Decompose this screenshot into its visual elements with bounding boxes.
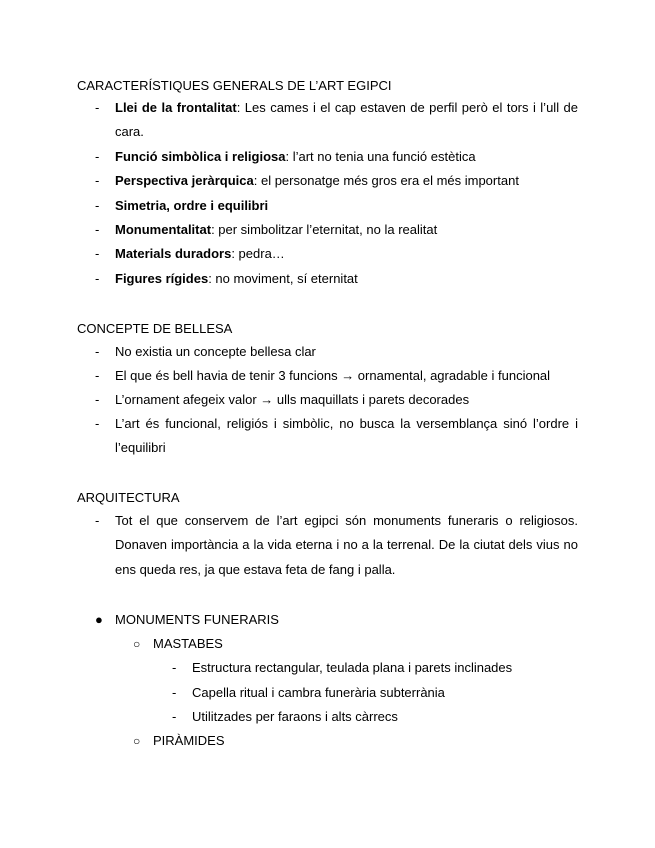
dash-marker: - xyxy=(95,246,100,261)
dash-marker: - xyxy=(95,149,100,164)
dash-marker: - xyxy=(172,660,177,675)
list-item xyxy=(95,340,578,364)
section-heading-bellesa: CONCEPTE DE BELLESA xyxy=(77,321,233,336)
dash-marker: - xyxy=(95,198,100,213)
list-item xyxy=(95,267,578,291)
list-item xyxy=(95,412,578,461)
dash-marker: - xyxy=(95,222,100,237)
item-description: : Les cames i el cap estaven de perfil però el tors i l’ull de cara. xyxy=(115,100,578,140)
sub-item-text: PIRÀMIDES xyxy=(153,733,225,748)
dash-marker: - xyxy=(95,100,100,115)
dash-marker: - xyxy=(95,416,100,431)
sub-item-piramides xyxy=(133,732,225,750)
sub-item-text: MASTABES xyxy=(153,636,223,651)
dash-marker: - xyxy=(172,685,177,700)
item-term: Llei de la frontalitat xyxy=(115,100,237,115)
list-item xyxy=(95,169,578,193)
dash-marker: - xyxy=(95,344,100,359)
list-item xyxy=(172,708,398,726)
item-description: : el personatge més gros era el més important xyxy=(253,173,519,188)
list-item xyxy=(95,218,578,242)
dash-marker: - xyxy=(95,271,100,286)
item-text: Capella ritual i cambra funerària subterrània xyxy=(192,685,445,700)
section-heading-arquitectura: ARQUITECTURA xyxy=(77,490,180,505)
dash-marker: - xyxy=(95,392,100,407)
dash-marker: - xyxy=(95,513,100,528)
list-item xyxy=(172,659,512,677)
item-text: Estructura rectangular, teulada plana i parets inclinades xyxy=(192,660,513,675)
dash-marker: - xyxy=(95,368,100,383)
item-term: Monumentalitat xyxy=(115,222,212,237)
item-text: El que és bell havia de tenir 3 funcions → ornamental, agradable i funcional xyxy=(115,368,551,383)
list-item xyxy=(95,364,578,388)
item-text: L’ornament afegeix valor → ulls maquillats i parets decorades xyxy=(115,392,470,407)
item-term: Perspectiva jeràrquica xyxy=(115,173,254,188)
list-item xyxy=(95,242,578,266)
item-description: : no moviment, sí eternitat xyxy=(208,271,358,286)
dash-marker: - xyxy=(172,709,177,724)
item-text: L’art és funcional, religiós i simbòlic, no busca la versemblança sinó l’ordre i l’equilibri xyxy=(115,416,578,456)
circle-marker: ○ xyxy=(133,734,141,748)
item-term: Figures rígides xyxy=(115,271,209,286)
list-item xyxy=(95,194,578,218)
list-item xyxy=(95,145,578,169)
item-term: Funció simbòlica i religiosa xyxy=(115,149,286,164)
circle-marker: ○ xyxy=(133,637,141,651)
bullet-item-monuments-funeraris xyxy=(95,611,279,629)
item-description: : pedra… xyxy=(231,246,285,261)
section-heading-caracteristiques: CARACTERÍSTIQUES GENERALS DE L’ART EGIPCI xyxy=(77,78,392,93)
item-term: Materials duradors xyxy=(115,246,232,261)
intro-paragraph: Tot el que conservem de l’art egipci són monuments funeraris o religiosos. Donaven importància a la vida eterna i no a la terrenal. De la ciutat dels vius no ens queda res, ja que estava feta de fang i palla. xyxy=(115,513,578,577)
list-item xyxy=(172,684,445,702)
item-text: No existia un concepte bellesa clar xyxy=(115,344,316,359)
bullet-text: MONUMENTS FUNERARIS xyxy=(115,612,279,627)
list-item xyxy=(95,96,578,145)
sub-item-mastabes xyxy=(133,635,223,653)
item-description: : per simbolitzar l’eternitat, no la realitat xyxy=(211,222,438,237)
bullet-marker: ● xyxy=(95,612,103,627)
item-text: Utilitzades per faraons i alts càrrecs xyxy=(192,709,398,724)
dash-marker: - xyxy=(95,173,100,188)
list-item xyxy=(95,509,578,582)
list-item xyxy=(95,388,578,412)
item-term: Simetria, ordre i equilibri xyxy=(115,198,269,213)
item-description: : l’art no tenia una funció estètica xyxy=(285,149,476,164)
